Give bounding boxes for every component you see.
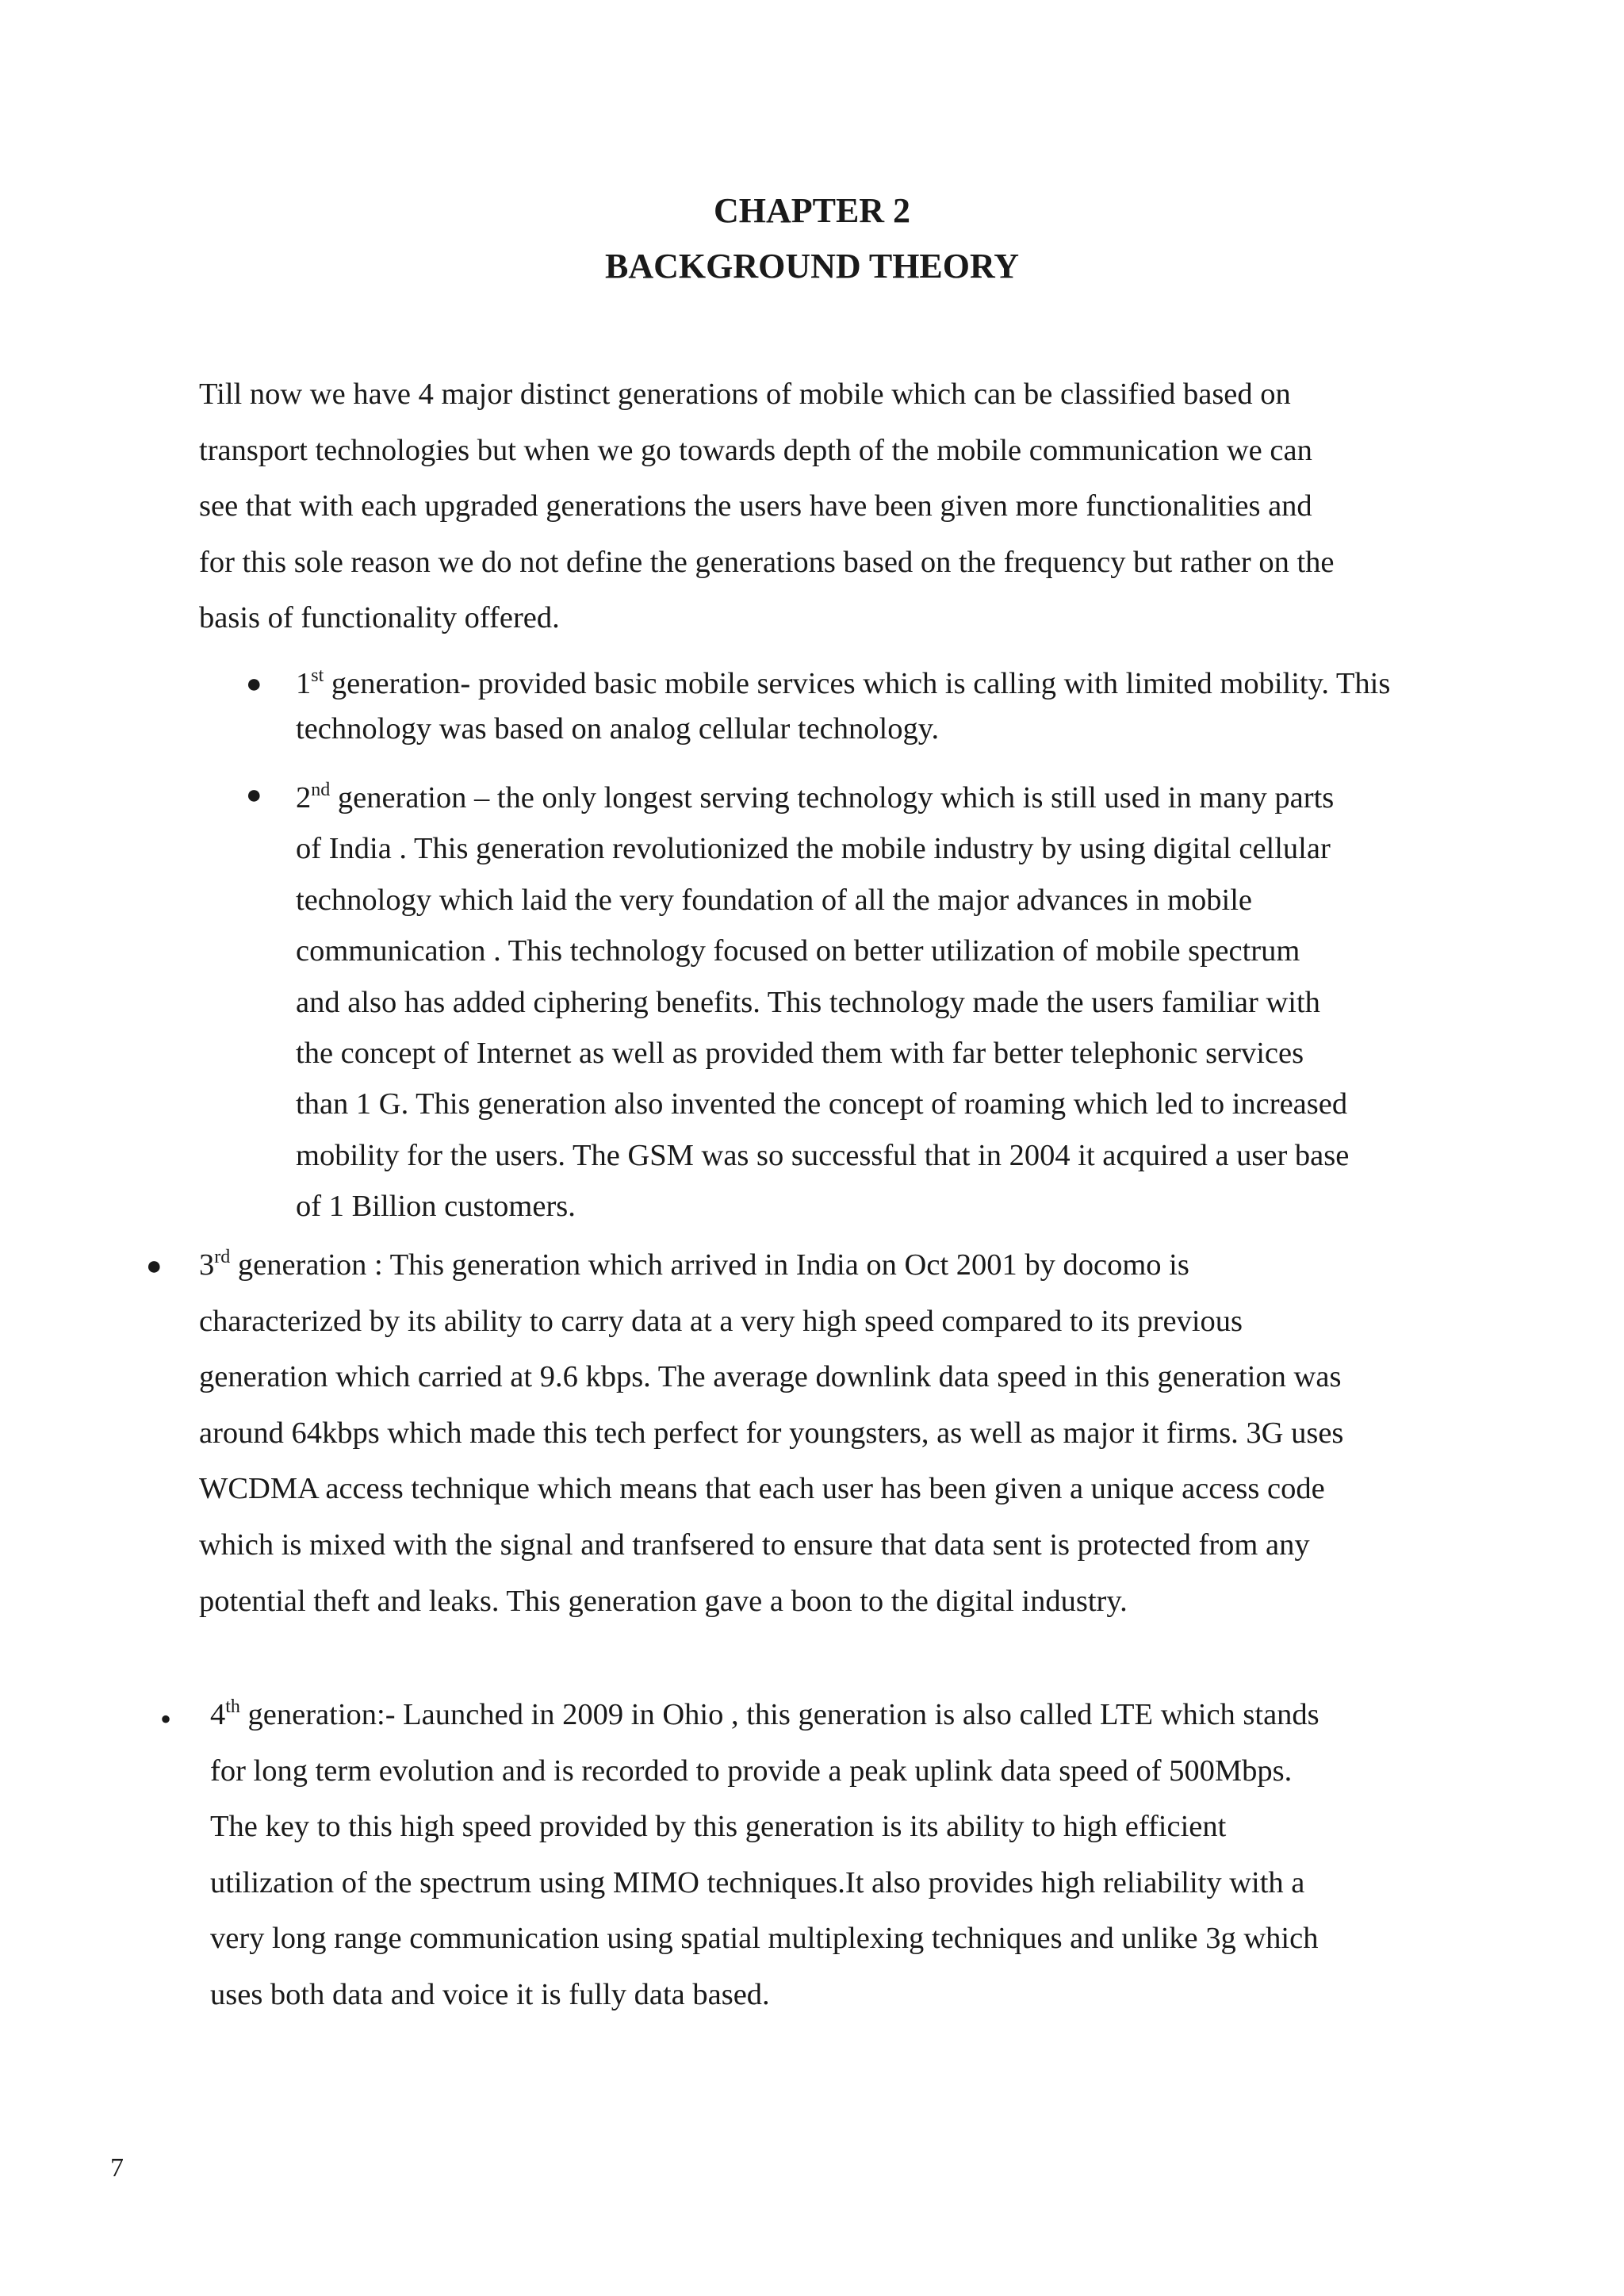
intro-line: Till now we have 4 major distinct generations of mobile which can be classified based on xyxy=(199,378,1291,411)
ordinal-suffix: th xyxy=(225,1696,240,1717)
bullet-line: for long term evolution and is recorded to provide a peak uplink data speed of 500Mbps. xyxy=(210,1754,1293,1788)
bullet-line: around 64kbps which made this tech perfect for youngsters, as well as major it firms. 3G uses xyxy=(199,1416,1344,1450)
bullet-icon: • xyxy=(160,1701,172,1737)
ordinal-suffix: rd xyxy=(214,1247,231,1267)
bullet-line: of India . This generation revolutionized the mobile industry by using digital cellular xyxy=(296,832,1331,866)
bullet-first-line: generation – the only longest serving technology which is still used in many parts xyxy=(330,781,1335,815)
intro-line: transport technologies but when we go towards depth of the mobile communication we can xyxy=(199,433,1312,467)
bullet-first-line: generation- provided basic mobile services which is calling with limited mobility. This xyxy=(324,667,1391,700)
bullet-line: mobility for the users. The GSM was so successful that in 2004 it acquired a user base xyxy=(296,1138,1350,1172)
intro-line: for this sole reason we do not define the generations based on the frequency but rather on the xyxy=(199,545,1335,579)
chapter-label: CHAPTER 2 xyxy=(713,191,911,230)
bullet-item-4th-generation xyxy=(210,1687,1320,2023)
bullet-line: which is mixed with the signal and tranfsered to ensure that data sent is protected from any xyxy=(199,1527,1310,1562)
bullet-icon: ● xyxy=(146,1251,163,1281)
ordinal-number: 2 xyxy=(296,781,312,815)
chapter-title: BACKGROUND THEORY xyxy=(604,247,1020,286)
bullet-line: uses both data and voice it is fully data based. xyxy=(210,1977,770,2011)
bullet-first-line: generation : This generation which arrived in India on Oct 2001 by docomo is xyxy=(230,1248,1189,1282)
bullet-line: The key to this high speed provided by this generation is its ability to high efficient xyxy=(210,1810,1227,1844)
bullet-line: communication . This technology focused on better utilization of mobile spectrum xyxy=(296,934,1300,968)
page-number: 7 xyxy=(110,2153,124,2183)
bullet-item-3rd-generation xyxy=(199,1237,1343,1629)
bullet-line: generation which carried at 9.6 kbps. The average downlink data speed in this generation was xyxy=(199,1360,1342,1394)
bullet-icon: ● xyxy=(246,669,262,699)
bullet-line: technology was based on analog cellular technology. xyxy=(296,712,940,746)
bullet-line: of 1 Billion customers. xyxy=(296,1190,576,1224)
ordinal-suffix: st xyxy=(311,665,324,686)
bullet-item-2nd-generation xyxy=(296,772,1349,1232)
ordinal-number: 4 xyxy=(210,1698,226,1731)
intro-line: basis of functionality offered. xyxy=(199,601,560,635)
bullet-line: the concept of Internet as well as provided them with far better telephonic services xyxy=(296,1037,1304,1071)
bullet-icon: ● xyxy=(246,780,262,810)
ordinal-number: 1 xyxy=(296,667,312,700)
bullet-line: WCDMA access technique which means that each user has been given a unique access code xyxy=(199,1472,1325,1506)
bullet-first-line: generation:- Launched in 2009 in Ohio , this generation is also called LTE which stands xyxy=(239,1698,1320,1731)
bullet-line: characterized by its ability to carry data at a very high speed compared to its previous xyxy=(199,1304,1243,1338)
ordinal-number: 3 xyxy=(199,1248,215,1282)
bullet-line: technology which laid the very foundation of all the major advances in mobile xyxy=(296,883,1252,917)
intro-line: see that with each upgraded generations the users have been given more functionalities and xyxy=(199,489,1312,523)
intro-paragraph xyxy=(199,366,1335,646)
bullet-line: potential theft and leaks. This generation gave a boon to the digital industry. xyxy=(199,1584,1128,1618)
bullet-item-1st-generation xyxy=(296,661,1390,752)
bullet-line: utilization of the spectrum using MIMO techniques.It also provides high reliability with a xyxy=(210,1865,1305,1899)
ordinal-suffix: nd xyxy=(311,780,331,800)
bullet-line: and also has added ciphering benefits. This technology made the users familiar with xyxy=(296,985,1320,1019)
bullet-line: than 1 G. This generation also invented the concept of roaming which led to increased xyxy=(296,1087,1348,1121)
bullet-line: very long range communication using spatial multiplexing techniques and unlike 3g which xyxy=(210,1922,1319,1956)
